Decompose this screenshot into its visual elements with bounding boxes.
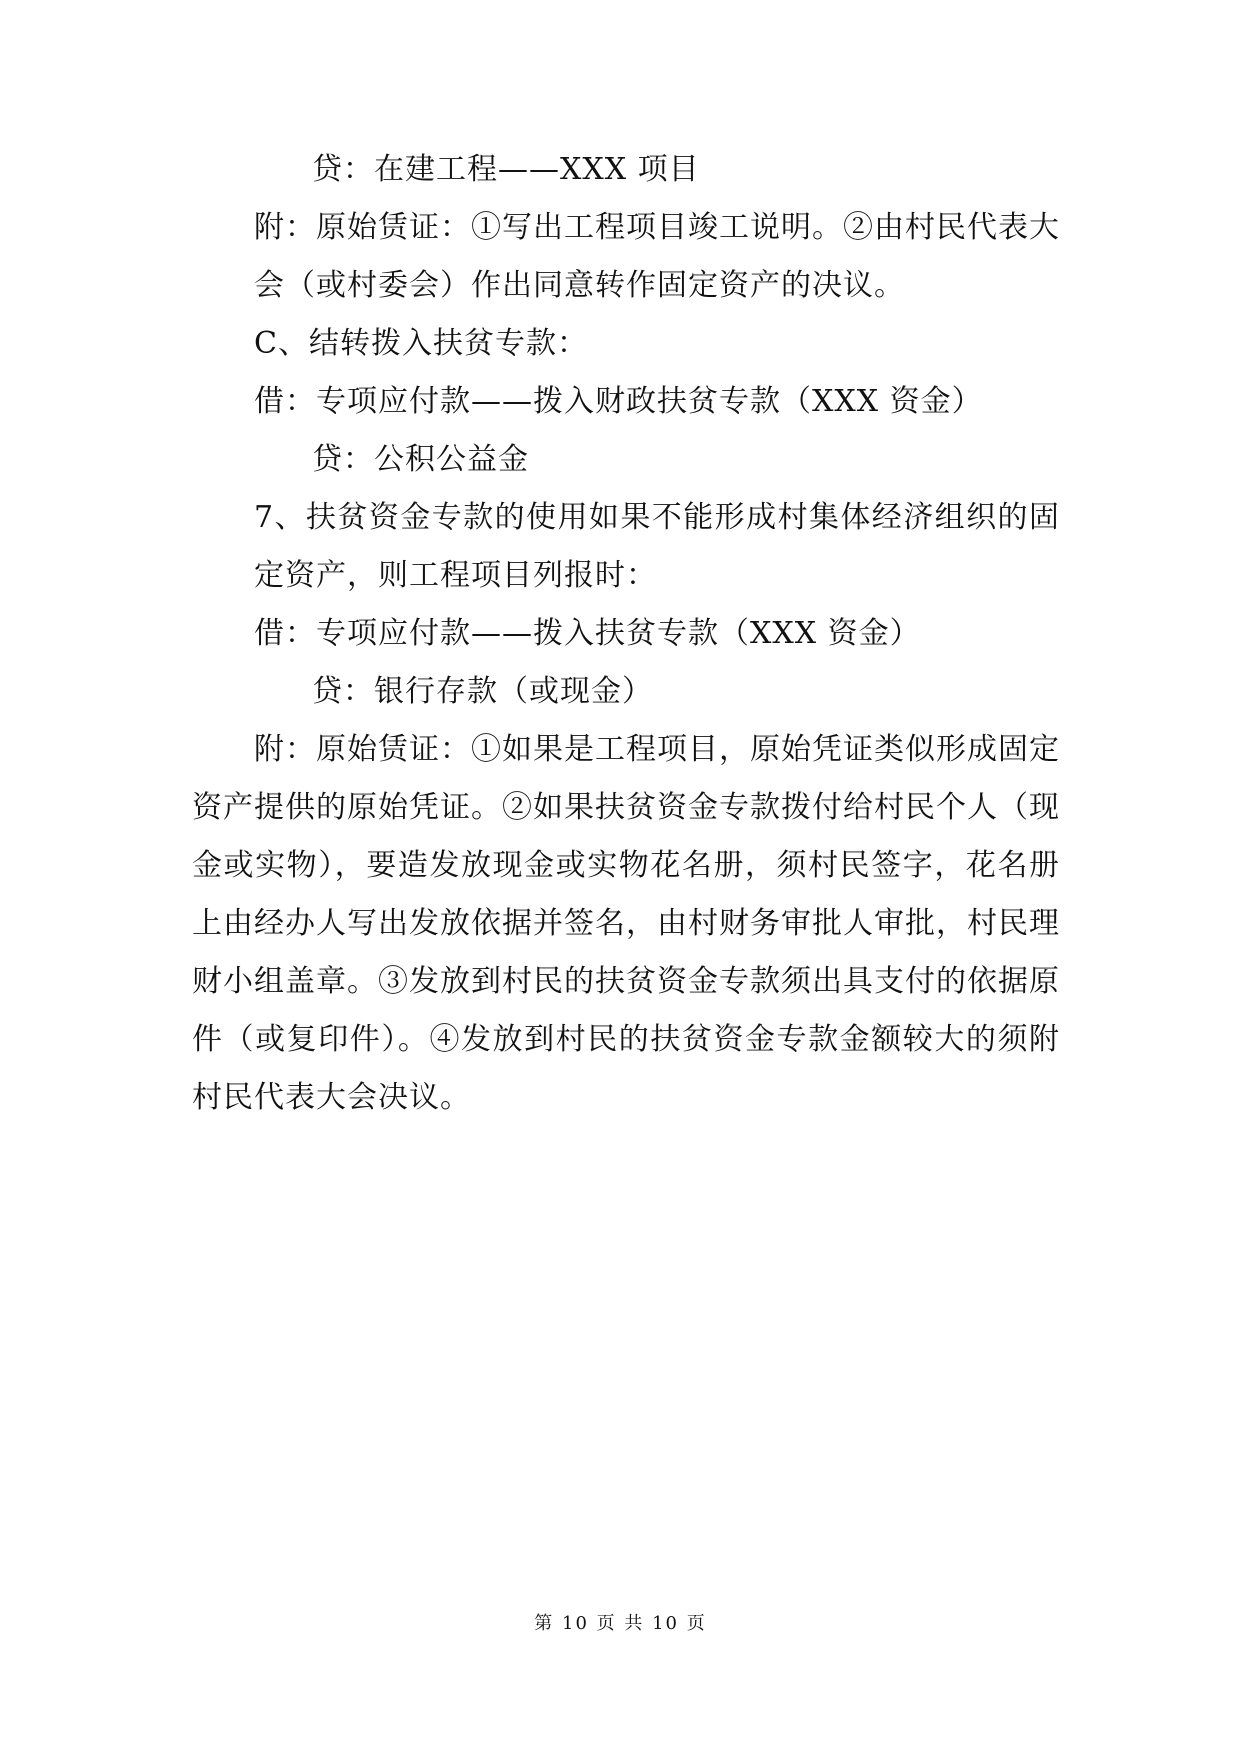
body-line: 贷：公积公益金	[312, 442, 529, 477]
body-line: 借：专项应付款——拨入扶贫专款（XXX 资金）	[254, 616, 921, 651]
body-line: 定资产，则工程项目列报时：	[254, 558, 657, 593]
body-line: 7、扶贫资金专款的使用如果不能形成村集体经济组织的固	[254, 500, 1060, 535]
body-line: 上由经办人写出发放依据并签名，由村财务审批人审批，村民理	[192, 906, 1060, 941]
body-line: 会（或村委会）作出同意转作固定资产的决议。	[254, 268, 905, 303]
body-line: 附：原始赁证：①如果是工程项目，原始凭证类似形成固定	[254, 732, 1060, 767]
body-line: 贷：银行存款（或现金）	[312, 674, 653, 709]
body-line: C、结转拨入扶贫专款：	[254, 326, 588, 361]
body-line: 财小组盖章。③发放到村民的扶贫资金专款须出具支付的依据原	[192, 964, 1060, 999]
page-number-footer: 第 10 页 共 10 页	[534, 1613, 707, 1634]
body-line: 件（或复印件）。④发放到村民的扶贫资金专款金额较大的须附	[192, 1022, 1060, 1057]
body-line: 金或实物），要造发放现金或实物花名册，须村民签字，花名册	[192, 848, 1060, 883]
body-line: 贷：在建工程——XXX 项目	[312, 152, 700, 187]
body-line: 借：专项应付款——拨入财政扶贫专款（XXX 资金）	[254, 384, 983, 419]
body-line: 附：原始赁证：①写出工程项目竣工说明。②由村民代表大	[254, 210, 1060, 245]
body-line: 村民代表大会决议。	[192, 1080, 471, 1115]
body-line: 资产提供的原始凭证。②如果扶贫资金专款拨付给村民个人（现	[192, 790, 1060, 825]
